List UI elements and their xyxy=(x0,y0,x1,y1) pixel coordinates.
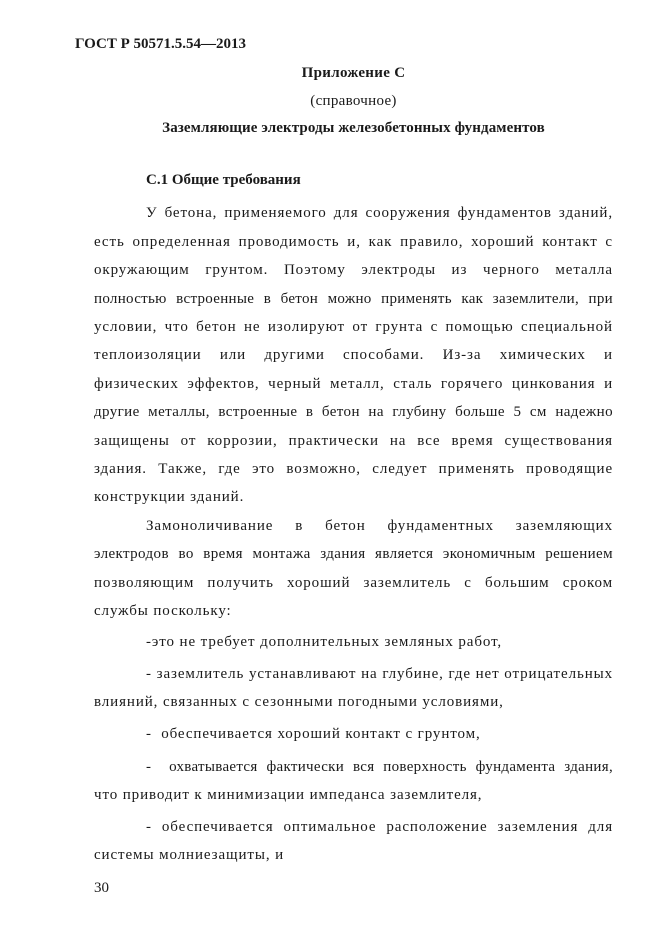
paragraph-line: позволяющим получить хороший заземлитель с большим сроком xyxy=(94,575,613,591)
list-item-continuation: системы молниезащиты, и xyxy=(94,847,285,863)
list-item: -это не требует дополнительных земляных работ, xyxy=(146,634,503,650)
paragraph-line: У бетона, применяемого для сооружения фундаментов зданий, xyxy=(146,205,613,221)
paragraph-line: Замоноличивание в бетон фундаментных заземляющих xyxy=(146,518,613,534)
annex-heading: Заземляющие электроды железобетонных фундаментов xyxy=(162,120,545,136)
paragraph-line: электродов во время монтажа здания является экономичным решением xyxy=(94,546,613,562)
paragraph-line: окружающим грунтом. Поэтому электроды из черного металла xyxy=(94,262,613,278)
list-item: - заземлитель устанавливают на глубине, где нет отрицательных xyxy=(146,666,613,682)
paragraph-line: условии, что бетон не изолируют от грунта с помощью специальной xyxy=(94,319,613,335)
standard-code-header: ГОСТ Р 50571.5.54—2013 xyxy=(75,36,247,52)
paragraph-line: здания. Также, где это возможно, следует применять проводящие xyxy=(94,461,613,477)
paragraph-line: службы поскольку: xyxy=(94,603,232,619)
list-item: - охватывается фактически вся поверхность фундамента здания, xyxy=(146,759,613,775)
paragraph-line: конструкции зданий. xyxy=(94,489,245,505)
paragraph-line: полностью встроенные в бетон можно применять как заземлители, при xyxy=(94,291,613,307)
list-item: - обеспечивается хороший контакт с грунтом, xyxy=(146,726,481,742)
list-item: - обеспечивается оптимальное расположение заземления для xyxy=(146,819,613,835)
page-number: 30 xyxy=(94,880,109,896)
list-item-continuation: что приводит к минимизации импеданса заземлителя, xyxy=(94,787,483,803)
paragraph-line: есть определенная проводимость и, как правило, хороший контакт с xyxy=(94,234,613,250)
annex-status: (справочное) xyxy=(310,93,397,109)
paragraph-line: теплоизоляции или другими способами. Из-за химических и xyxy=(94,347,613,363)
paragraph-line: физических эффектов, черный металл, сталь горячего цинкования и xyxy=(94,376,613,392)
annex-title: Приложение С xyxy=(301,65,406,81)
list-item-continuation: влияний, связанных с сезонными погодными условиями, xyxy=(94,694,504,710)
paragraph-line: защищены от коррозии, практически на все время существования xyxy=(94,433,613,449)
paragraph-line: другие металлы, встроенные в бетон на глубину больше 5 см надежно xyxy=(94,404,613,420)
section-title: С.1 Общие требования xyxy=(146,172,301,188)
